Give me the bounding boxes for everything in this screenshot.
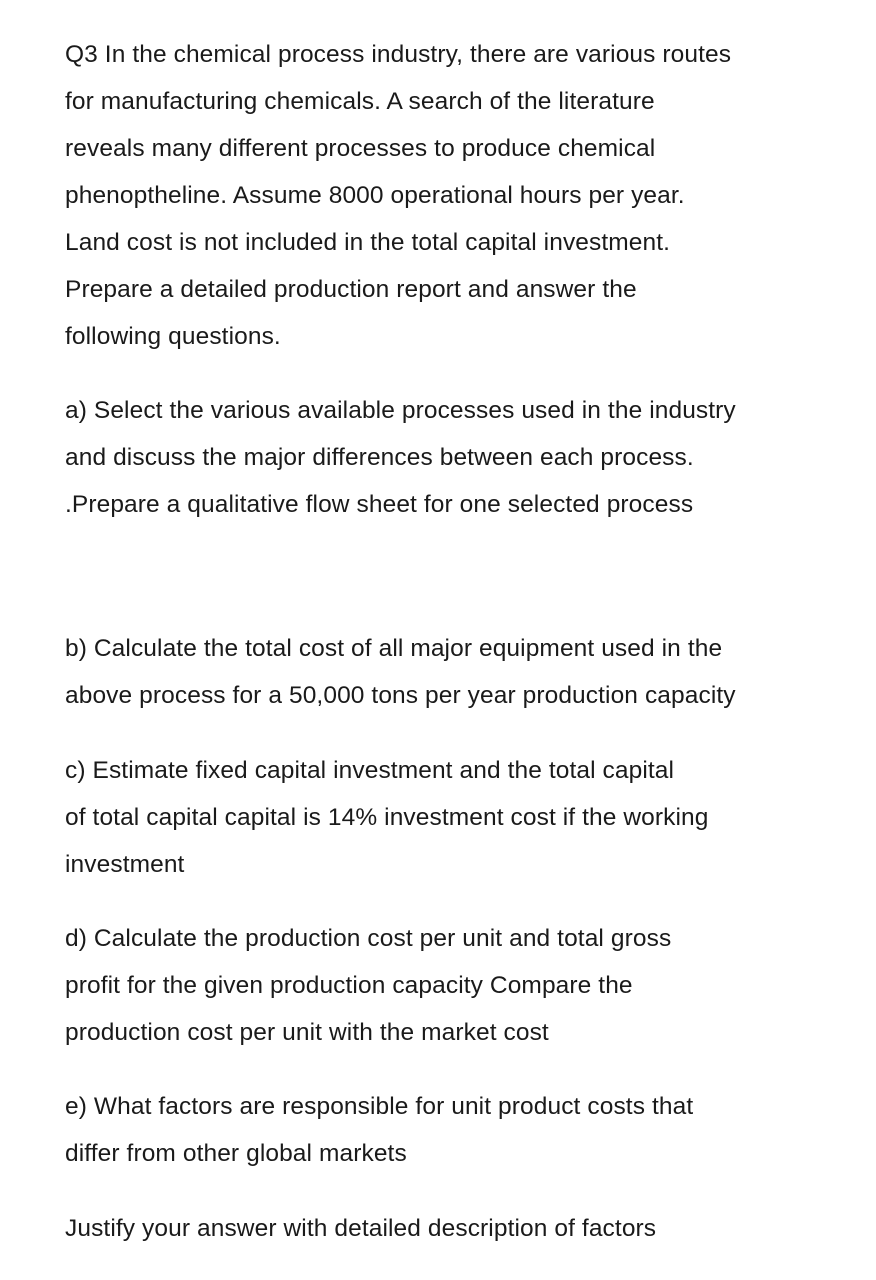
intro-line: Q3 In the chemical process industry, there are various routes (65, 41, 732, 68)
intro-line: following questions. (65, 323, 281, 350)
part-c-line: investment (65, 851, 185, 878)
part-d-line: profit for the given production capacity Compare the (65, 972, 633, 999)
intro-line: phenoptheline. Assume 8000 operational hours per year. (65, 182, 685, 209)
part-d-line: production cost per unit with the market cost (65, 1019, 549, 1046)
part-e-line: differ from other global markets (65, 1140, 407, 1167)
closing-line: Justify your answer with detailed description of factors (65, 1215, 657, 1242)
part-b-line: b) Calculate the total cost of all major equipment used in the (65, 635, 723, 662)
intro-line: Land cost is not included in the total capital investment. (65, 229, 671, 256)
intro-line: for manufacturing chemicals. A search of the literature (65, 88, 655, 115)
part-b-line: above process for a 50,000 tons per year production capacity (65, 682, 736, 709)
part-a-line: and discuss the major differences between each process. (65, 444, 694, 471)
part-a-line: a) Select the various available processes used in the industry (65, 397, 736, 424)
part-e-line: e) What factors are responsible for unit product costs that (65, 1093, 694, 1120)
part-c-line: c) Estimate fixed capital investment and the total capital (65, 757, 675, 784)
part-a-line: .Prepare a qualitative flow sheet for one selected process (65, 491, 694, 518)
part-d-line: d) Calculate the production cost per unit and total gross (65, 925, 672, 952)
part-c-line: of total capital capital is 14% investment cost if the working (65, 804, 709, 831)
intro-line: Prepare a detailed production report and answer the (65, 276, 637, 303)
intro-line: reveals many different processes to produce chemical (65, 135, 656, 162)
